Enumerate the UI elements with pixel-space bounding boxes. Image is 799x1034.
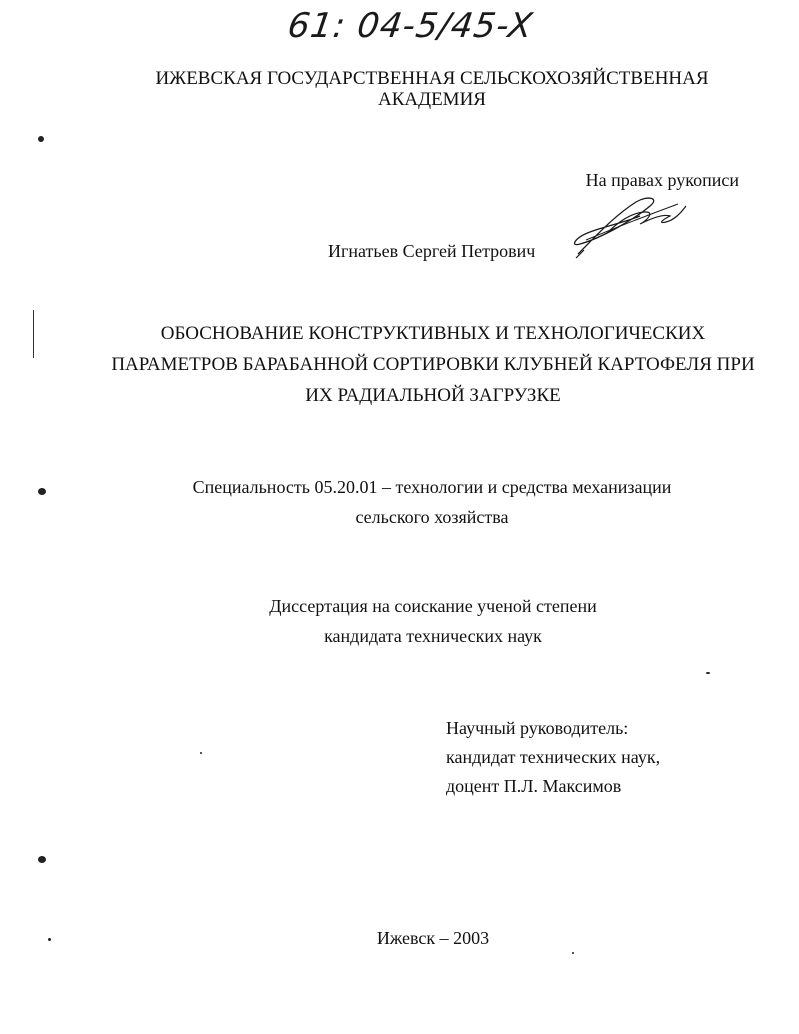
specialty bbox=[0, 472, 799, 532]
scan-dot-mark bbox=[572, 952, 574, 954]
scan-dot-mark bbox=[706, 672, 710, 674]
scientific-supervisor bbox=[446, 714, 660, 801]
degree-line: Диссертация на соискание ученой степени bbox=[269, 596, 597, 616]
scan-dot-mark bbox=[38, 856, 46, 863]
institution-line: ИЖЕВСКАЯ ГОСУДАРСТВЕННАЯ СЕЛЬСКОХОЗЯЙСТВЕННАЯ bbox=[155, 68, 709, 89]
supervisor-line: кандидат технических наук, bbox=[446, 747, 661, 767]
scan-dot-mark bbox=[38, 136, 44, 142]
title-line: ИХ РАДИАЛЬНОЙ ЗАГРУЗКЕ bbox=[305, 385, 561, 406]
title-line: ПАРАМЕТРОВ БАРАБАННОЙ СОРТИРОВКИ КЛУБНЕЙ КАРТОФЕЛЯ ПРИ bbox=[111, 354, 755, 375]
specialty-line: сельского хозяйства bbox=[355, 507, 509, 527]
signature-image bbox=[566, 192, 691, 262]
scan-binding-mark bbox=[33, 310, 34, 358]
scan-dot-mark bbox=[200, 752, 202, 754]
author-name: Игнатьев Сергей Петрович bbox=[328, 241, 536, 261]
handwritten-archive-code: 61: 04-5/45-X bbox=[285, 6, 536, 46]
manuscript-rights-note: На правах рукописи bbox=[585, 170, 739, 190]
supervisor-line: доцент П.Л. Максимов bbox=[446, 776, 622, 796]
city-year: Ижевск – 2003 bbox=[376, 928, 490, 948]
supervisor-line: Научный руководитель: bbox=[446, 718, 629, 738]
specialty-line: Специальность 05.20.01 – технологии и средства механизации bbox=[192, 477, 672, 497]
title-line: ОБОСНОВАНИЕ КОНСТРУКТИВНЫХ И ТЕХНОЛОГИЧЕСКИХ bbox=[160, 323, 706, 344]
degree-line: кандидата технических наук bbox=[324, 626, 542, 646]
dissertation-title bbox=[100, 318, 766, 411]
degree-statement bbox=[0, 591, 799, 651]
scan-dot-mark bbox=[48, 938, 51, 941]
institution-name bbox=[0, 68, 799, 110]
institution-line: АКАДЕМИЯ bbox=[378, 89, 486, 110]
scan-dot-mark bbox=[38, 488, 46, 495]
